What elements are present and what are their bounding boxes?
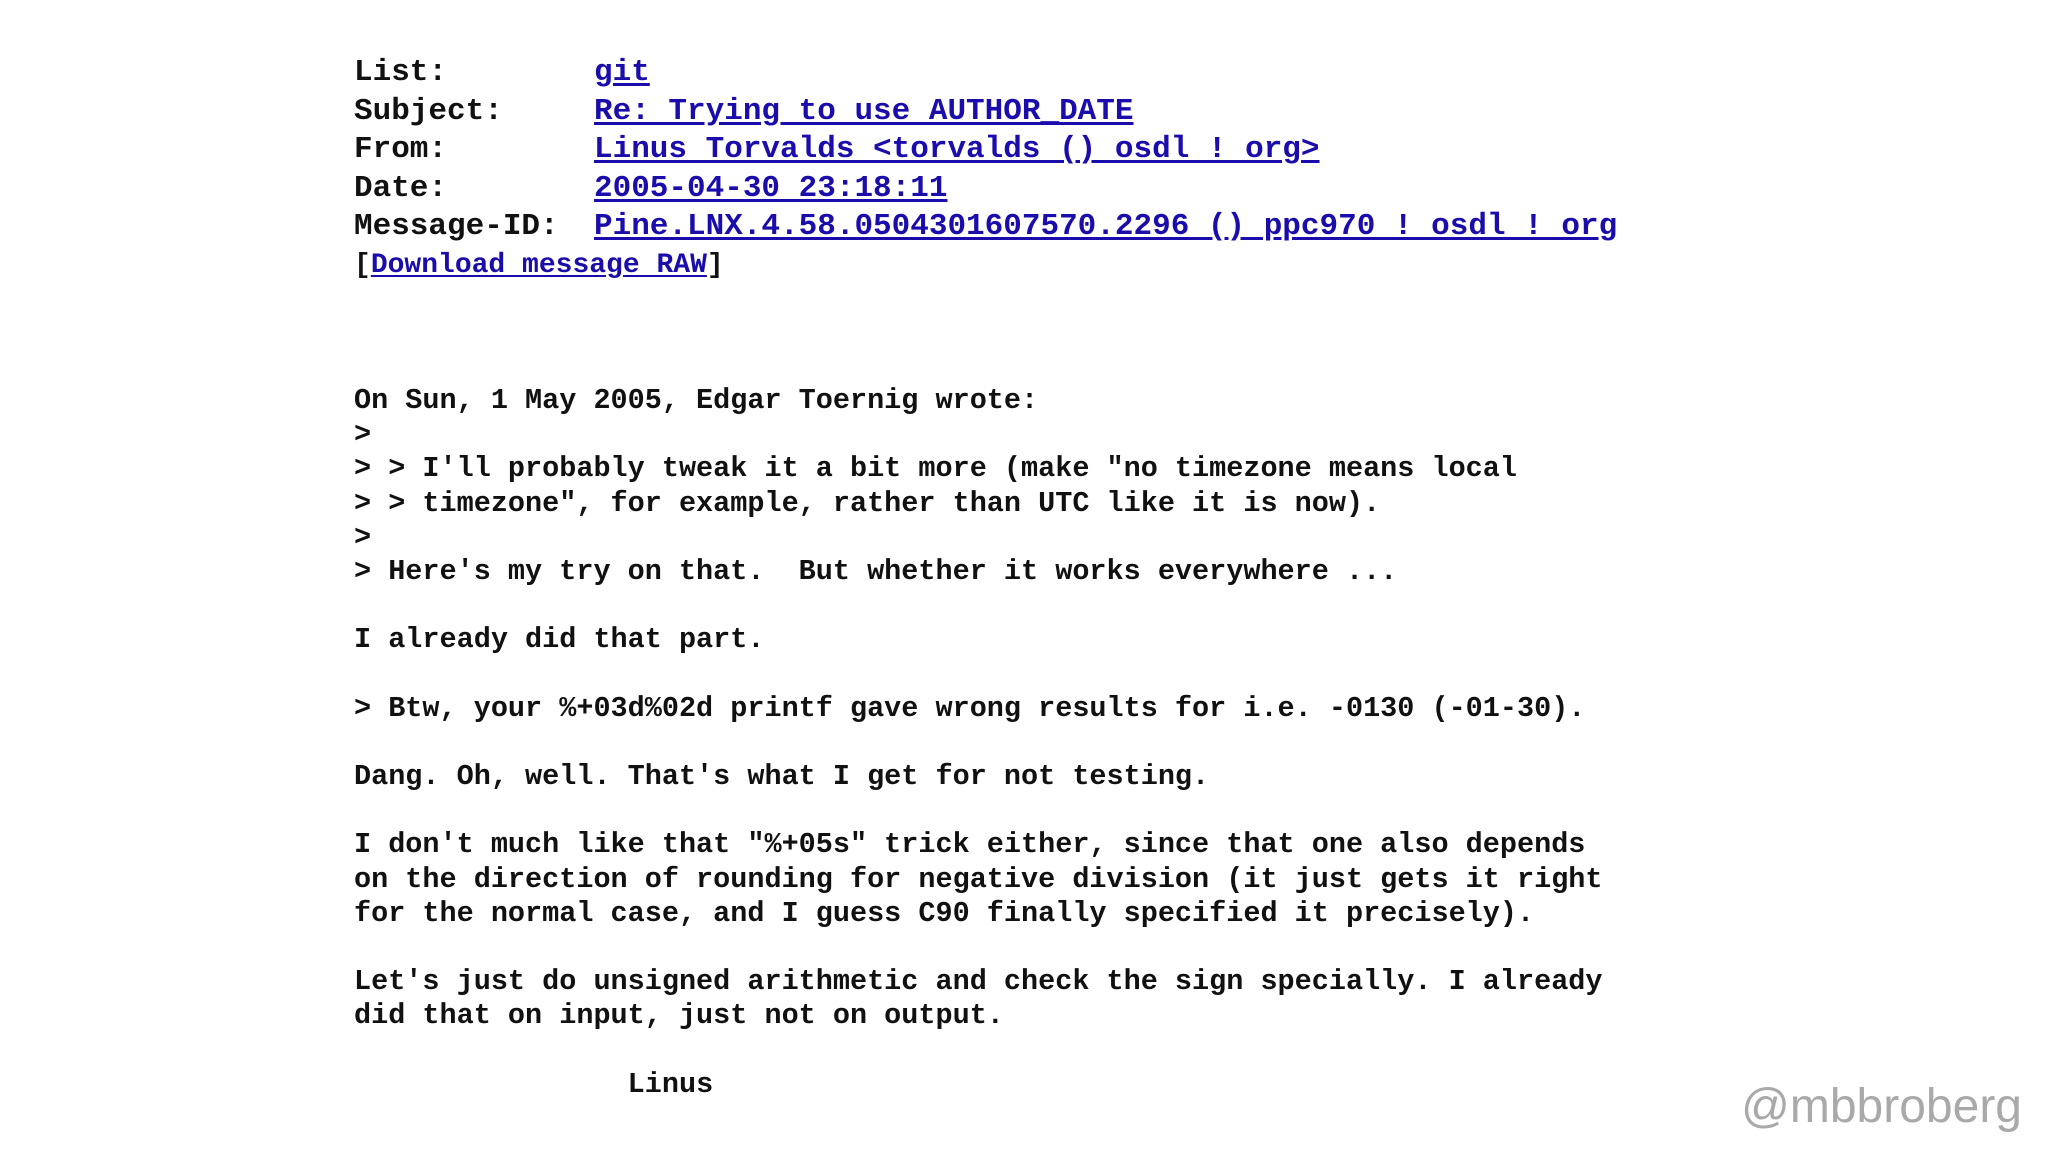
header-label-subject: Subject:: [354, 93, 503, 129]
blank-line: [354, 726, 1603, 760]
body-line: > Here's my try on that. But whether it works everywhere ...: [354, 554, 1398, 588]
header-label-list: List:: [354, 55, 448, 90]
blank-line: [354, 931, 1603, 965]
subject-link[interactable]: Re: Trying to use AUTHOR_DATE: [594, 93, 1134, 129]
body-line: Dang. Oh, well. That's what I get for not testing.: [354, 760, 1210, 794]
header-row-date: [354, 170, 1617, 209]
header-row-list: [354, 54, 1617, 93]
raw-close-bracket: ]: [706, 249, 724, 281]
header-label-date: Date:: [354, 170, 448, 206]
message-header: [354, 54, 1617, 285]
body-line: for the normal case, and I guess C90 finally specified it precisely).: [354, 896, 1535, 930]
header-row-subject: [354, 93, 1617, 132]
watermark: @mbbroberg: [1741, 1080, 2022, 1133]
body-line: I don't much like that "%+05s" trick either, since that one also depends: [354, 828, 1586, 862]
blank-line: [354, 658, 1603, 692]
body-line: >: [354, 520, 372, 554]
date-link[interactable]: 2005-04-30 23:18:11: [594, 170, 948, 206]
from-link[interactable]: Linus Torvalds <torvalds () osdl ! org>: [594, 132, 1320, 167]
header-label-from: From:: [354, 132, 448, 167]
header-row-from: [354, 131, 1617, 170]
body-line: > > timezone", for example, rather than UTC like it is now).: [354, 486, 1381, 520]
header-label-message-id: Message-ID:: [354, 209, 559, 244]
blank-line: [354, 1034, 1603, 1068]
download-raw-link[interactable]: Download message RAW: [370, 249, 707, 281]
raw-open-bracket: [: [354, 249, 371, 281]
body-line: did that on input, just not on output.: [354, 999, 1004, 1033]
body-line: >: [354, 418, 372, 452]
list-link[interactable]: git: [594, 55, 650, 90]
blank-line: [354, 589, 1603, 623]
message-id-link[interactable]: Pine.LNX.4.58.0504301607570.2296 () ppc970 ! osdl ! org: [594, 209, 1618, 244]
body-line: Linus: [354, 1067, 714, 1101]
body-line: on the direction of rounding for negative division (it just gets it right: [354, 862, 1603, 896]
message-body: [354, 384, 1603, 1102]
body-line: > > I'll probably tweak it a bit more (make "no timezone means local: [354, 452, 1517, 486]
body-line: Let's just do unsigned arithmetic and check the sign specially. I already: [354, 965, 1603, 999]
body-line: > Btw, your %+03d%02d printf gave wrong results for i.e. -0130 (-01-30).: [354, 691, 1586, 725]
body-line: I already did that part.: [354, 623, 765, 657]
body-line: On Sun, 1 May 2005, Edgar Toernig wrote:: [354, 384, 1039, 417]
blank-line: [354, 794, 1603, 828]
download-raw-row: [354, 247, 1617, 285]
header-row-message-id: [354, 208, 1617, 247]
